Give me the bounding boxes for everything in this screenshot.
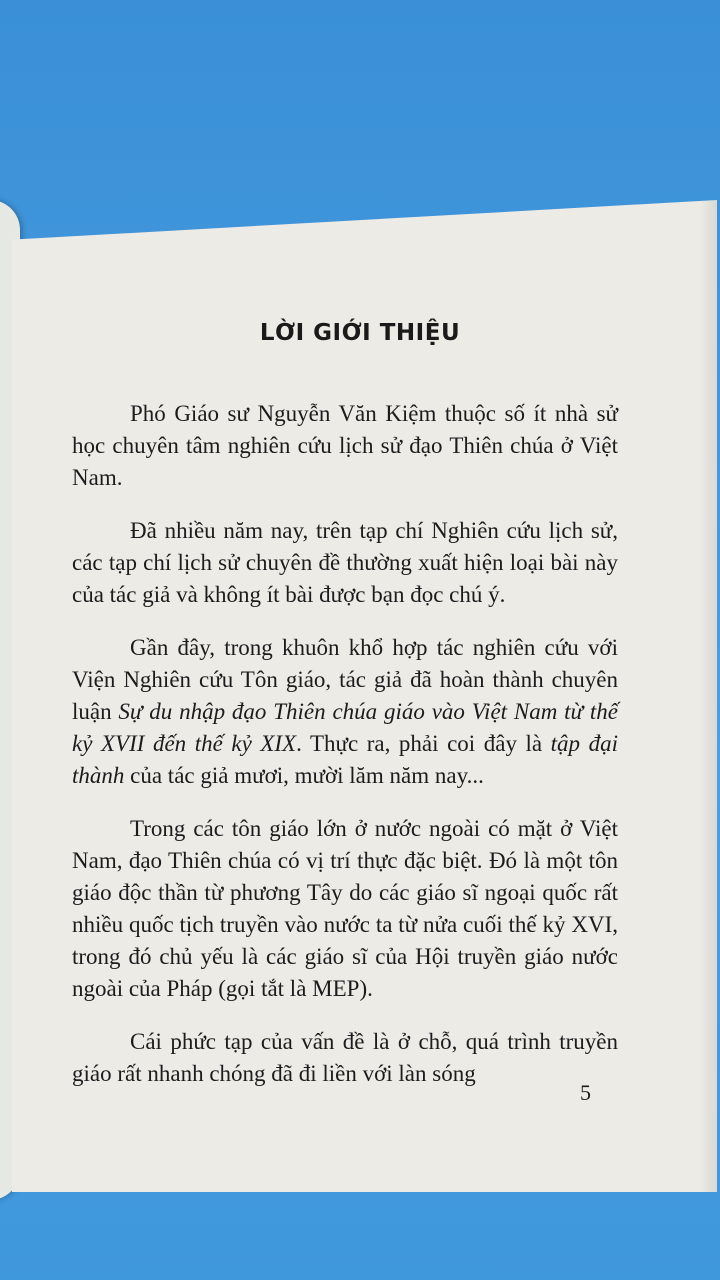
italic-text: Sự du nhập đạo Thiên chúa giáo vào Việt Nam từ thế kỷ XVII đến thế kỷ XIX [72,699,618,756]
text-run: Đã nhiều năm nay, trên tạp chí Nghiên cứu lịch sử, các tạp chí lịch sử chuyên đề thường xuất hiện loại bài này của tác giả và không ít bài được bạn đọc chú ý. [72,518,618,607]
page-title: LỜI GIỚI THIỆU [259,320,461,346]
text-run: Phó Giáo sư Nguyễn Văn Kiệm thuộc số ít nhà sử học chuyên tâm nghiên cứu lịch sử đạo Thiên chúa ở Việt Nam. [72,401,618,490]
paragraph [72,632,618,792]
paragraph [72,1026,618,1090]
paragraph [72,515,618,611]
text-run: . Thực ra, phải coi đây là [296,731,551,756]
page-number: 5 [580,1080,591,1105]
text-run: Cái phức tạp của vấn đề là ở chỗ, quá trình truyền giáo rất nhanh chóng đã đi liền với làn sóng [72,1029,618,1086]
italic-text: tập đại thành [72,731,618,788]
paragraph [72,398,618,494]
text-run: Gần đây, trong khuôn khổ hợp tác nghiên cứu với Viện Nghiên cứu Tôn giáo, tác giả đã hoàn thành chuyên luận [72,635,618,724]
paragraph [72,813,618,1005]
text-run: Trong các tôn giáo lớn ở nước ngoài có mặt ở Việt Nam, đạo Thiên chúa có vị trí thực đặc biệt. Đó là một tôn giáo độc thần từ phương Tây do các giáo sĩ ngoại quốc rất nhiều quốc tịch truyền vào nước ta từ nửa cuối thế kỷ XVI, trong đó chủ yếu là các giáo sĩ của Hội truyền giáo nước ngoài của Pháp (gọi tắt là MEP). [72,816,618,1001]
body-text [72,398,618,1090]
text-run: của tác giả mươi, mười lăm năm nay... [124,763,484,788]
